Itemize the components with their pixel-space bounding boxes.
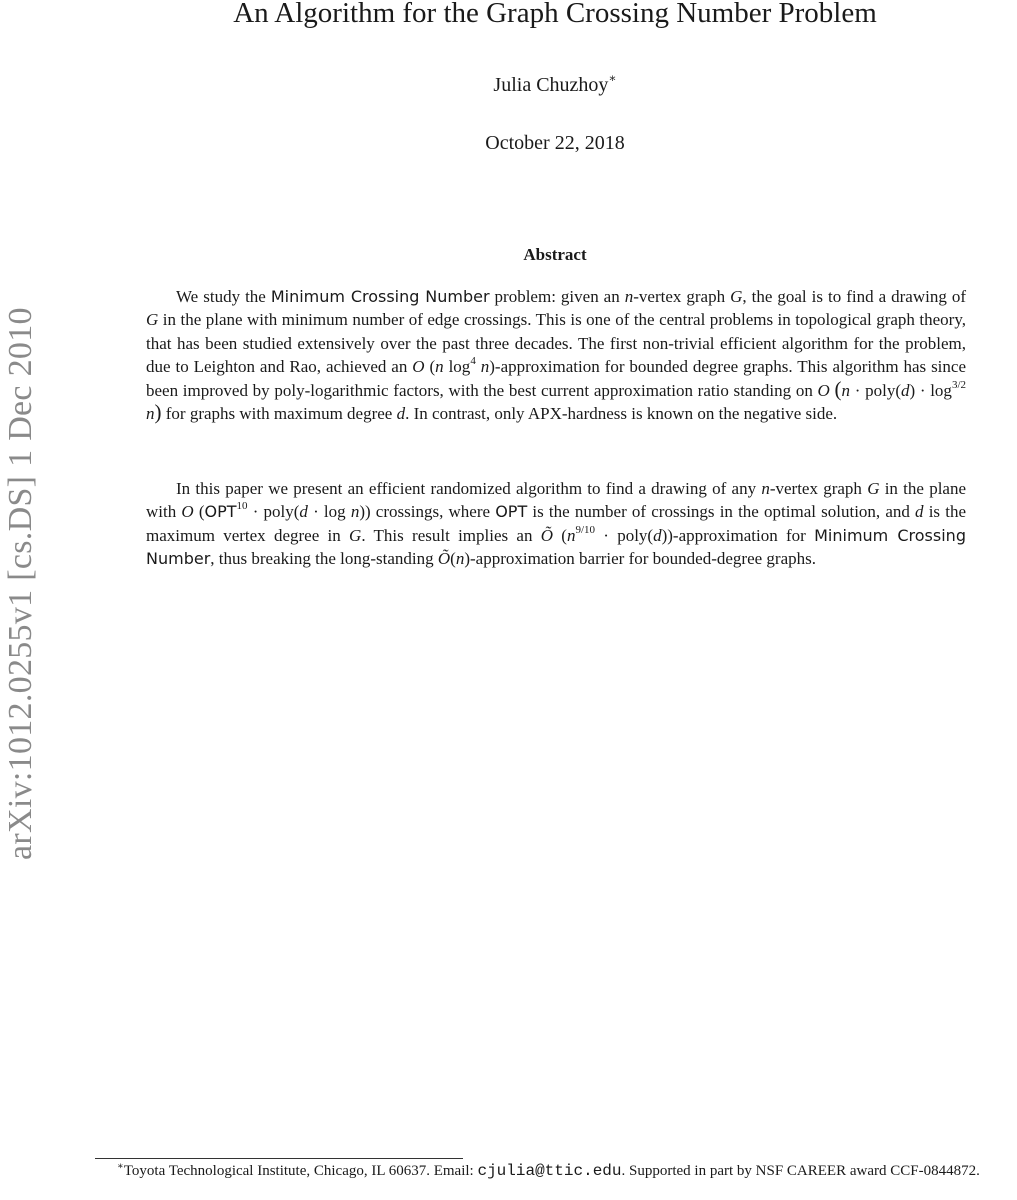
- math: n: [624, 287, 634, 306]
- text: is the maximum vertex degree in: [146, 502, 966, 545]
- footnote-mark: ∗: [117, 1161, 124, 1172]
- math-formula: O (n · poly(d) · $\log^{3/2} n$): [146, 376, 966, 425]
- email-link[interactable]: cjulia@ttic.edu: [477, 1162, 622, 1180]
- math: n: [761, 479, 770, 498]
- footnote-text: . Supported in part by NSF CAREER award CCF-0844872.: [621, 1163, 980, 1179]
- text: -approximation for bounded degree graphs. This algorithm has since been improved by poly-logarithmic factors, with the best current approximation ratio standing on: [146, 357, 966, 400]
- text: -approximation barrier for bounded-degree graphs.: [469, 549, 816, 569]
- opt-term: OPT: [495, 502, 528, 522]
- text: , thus breaking the long-standing: [210, 549, 438, 569]
- math-formula: Õ(n): [437, 549, 470, 569]
- math: d: [915, 502, 924, 522]
- math: G: [867, 479, 880, 498]
- paper-title: An Algorithm for the Graph Crossing Number Problem: [233, 0, 877, 29]
- footnote-text: Toyota Technological Institute, Chicago, IL 60637. Email:: [123, 1163, 478, 1179]
- text: We study the: [176, 287, 271, 306]
- problem-name: Minimum Crossing Number: [146, 525, 966, 569]
- text: , the goal is to find a drawing of: [742, 287, 966, 306]
- text: . This result implies an: [361, 525, 541, 545]
- math: G: [146, 310, 159, 330]
- footnote-rule: [95, 1158, 463, 1159]
- author-footnote-mark: ∗: [608, 71, 617, 85]
- author: [0, 71, 1017, 97]
- math: G: [349, 525, 362, 545]
- text: -vertex graph: [633, 287, 731, 306]
- text: -approximation for: [672, 525, 815, 545]
- math: d: [396, 404, 406, 424]
- text: In this paper we present an efficient randomized algorithm to find a drawing of any: [176, 479, 762, 498]
- abstract-heading: Abstract: [523, 245, 587, 264]
- text: in the plane with minimum number of edge crossings. This is one of the central problems in topological graph theory, that has been studied extensively over the past three decades. The first non-trivial efficient algorithm for the problem, due to Leighton and Rao, achieved an: [146, 310, 966, 377]
- math-formula: O (n $\log^4 n$): [412, 355, 495, 377]
- footnote: [95, 1161, 1015, 1182]
- text: -vertex graph: [769, 479, 868, 498]
- arxiv-stamp: arXiv:1012.0255v1 [cs.DS] 1 Dec 2010: [2, 307, 39, 860]
- abstract-paragraph-1: [146, 285, 966, 425]
- text: crossings, where: [370, 502, 496, 522]
- math: G: [730, 287, 743, 306]
- text: . In contrast, only APX-hardness is known on the negative side.: [405, 404, 838, 424]
- text: in the plane with: [146, 479, 967, 522]
- text: for graphs with maximum degree: [161, 404, 397, 424]
- paper-date: October 22, 2018: [485, 132, 625, 154]
- math-formula: O ($OPT^{10}$ · poly(d · log n)): [181, 500, 371, 522]
- text: problem: given an: [489, 287, 625, 306]
- math-formula: Õ ($n^{9/10}$ · poly(d)): [540, 523, 673, 545]
- problem-name: Minimum Crossing Number: [270, 287, 490, 306]
- abstract-paragraph-2: [146, 477, 966, 571]
- author-name: Julia Chuzhoy: [493, 74, 609, 96]
- text: is the number of crossings in the optimal solution, and: [527, 502, 916, 522]
